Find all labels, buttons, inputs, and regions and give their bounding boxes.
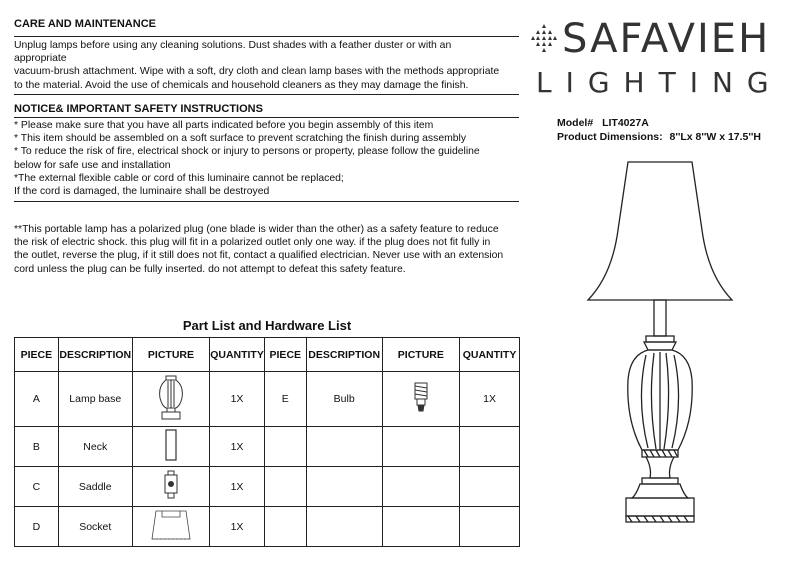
plug-warning-text: [14, 223, 526, 276]
text-line: the outlet, reverse the plug, if it still does not fit, contact a qualified electrician. Never use with an extension: [14, 250, 504, 262]
text-line: If the cord is damaged, the luminaire shall be destroyed: [14, 186, 270, 198]
picture-cell: [382, 372, 459, 427]
picture-cell: [132, 467, 209, 507]
description-cell: [306, 507, 382, 547]
text-line: below for safe use and installation: [14, 159, 171, 171]
description-cell: Neck: [58, 427, 132, 467]
text-line: appropriate: [14, 53, 67, 65]
table-header-row: [15, 338, 520, 372]
brand-sub: LIGHTING: [536, 66, 783, 99]
column-header: PICTURE: [382, 338, 459, 372]
piece-cell: A: [15, 372, 59, 427]
notice-title: NOTICE& IMPORTANT SAFETY INSTRUCTIONS: [14, 103, 263, 115]
bulb-icon: [411, 381, 431, 415]
column-header: QUANTITY: [460, 338, 520, 372]
dims-label: Product Dimensions:: [557, 131, 663, 143]
piece-cell: [264, 467, 306, 507]
quantity-cell: 1X: [210, 372, 265, 427]
table-lamp-drawing-icon: [580, 150, 740, 550]
model-line: [557, 117, 649, 129]
description-cell: [306, 427, 382, 467]
divider: [14, 117, 519, 118]
care-text: [14, 39, 524, 92]
column-header: PIECE: [264, 338, 306, 372]
dims-value: 8''Lx 8''W x 17.5''H: [669, 131, 761, 143]
divider: [14, 201, 519, 202]
column-header: DESCRIPTION: [306, 338, 382, 372]
column-header: PIECE: [15, 338, 59, 372]
quantity-cell: [460, 427, 520, 467]
quantity-cell: 1X: [210, 427, 265, 467]
text-line: * To reduce the risk of fire, electrical shock or injury to persons or property, please follow the guideline: [14, 146, 480, 158]
divider: [14, 36, 519, 37]
piece-cell: C: [15, 467, 59, 507]
brand-name: SAFAVIEH: [562, 16, 771, 62]
piece-cell: D: [15, 507, 59, 547]
picture-cell: [382, 467, 459, 507]
text-line: the risk of electric shock. this plug will fit in a polarized outlet only one way. if the plug does not fit fully in: [14, 237, 491, 249]
quantity-cell: 1X: [210, 507, 265, 547]
description-cell: [306, 467, 382, 507]
picture-cell: [132, 507, 209, 547]
column-header: QUANTITY: [210, 338, 265, 372]
brand-logo: [528, 18, 798, 98]
description-cell: Saddle: [58, 467, 132, 507]
table-row: [15, 372, 520, 427]
text-line: Unplug lamps before using any cleaning solutions. Dust shades with a feather duster or with an: [14, 40, 452, 51]
socket-icon: [148, 507, 194, 543]
care-title: CARE AND MAINTENANCE: [14, 18, 156, 30]
text-line: * This item should be assembled on a soft surface to prevent scratching the finish during assembly: [14, 133, 467, 145]
neck-icon: [163, 428, 179, 462]
table-row: [15, 467, 520, 507]
piece-cell: [264, 427, 306, 467]
saddle-icon: [162, 470, 180, 500]
divider: [14, 94, 519, 95]
table-row: [15, 507, 520, 547]
description-cell: Socket: [58, 507, 132, 547]
chandelier-logo-icon: [528, 22, 560, 62]
quantity-cell: [460, 507, 520, 547]
quantity-cell: [460, 467, 520, 507]
description-cell: Bulb: [306, 372, 382, 427]
model-value: LIT4027A: [602, 117, 649, 129]
lamp-base-icon: [156, 374, 186, 422]
picture-cell: [132, 372, 209, 427]
notice-text: [14, 119, 524, 198]
picture-cell: [382, 507, 459, 547]
parts-title: Part List and Hardware List: [182, 318, 352, 333]
quantity-cell: 1X: [210, 467, 265, 507]
dimensions-line: [557, 131, 761, 143]
column-header: PICTURE: [132, 338, 209, 372]
description-cell: Lamp base: [58, 372, 132, 427]
picture-cell: [132, 427, 209, 467]
parts-table: [14, 337, 520, 547]
piece-cell: [264, 507, 306, 547]
table-row: [15, 427, 520, 467]
picture-cell: [382, 427, 459, 467]
text-line: *The external flexible cable or cord of this luminaire cannot be replaced;: [14, 172, 344, 184]
column-header: DESCRIPTION: [58, 338, 132, 372]
model-label: Model#: [557, 117, 594, 129]
text-line: * Please make sure that you have all parts indicated before you begin assembly of this item: [14, 120, 434, 131]
text-line: to the material. Avoid the use of chemicals and household cleaners as they may damage the finish.: [14, 79, 469, 91]
piece-cell: E: [264, 372, 306, 427]
text-line: vacuum-brush attachment. Wipe with a soft, dry cloth and clean lamp bases with the methods appropriate: [14, 66, 500, 78]
quantity-cell: 1X: [460, 372, 520, 427]
text-line: **This portable lamp has a polarized plug (one blade is wider than the other) as a safety feature to reduce: [14, 224, 499, 235]
piece-cell: B: [15, 427, 59, 467]
text-line: cord unless the plug can be fully inserted. do not attempt to defeat this safety feature.: [14, 263, 406, 275]
